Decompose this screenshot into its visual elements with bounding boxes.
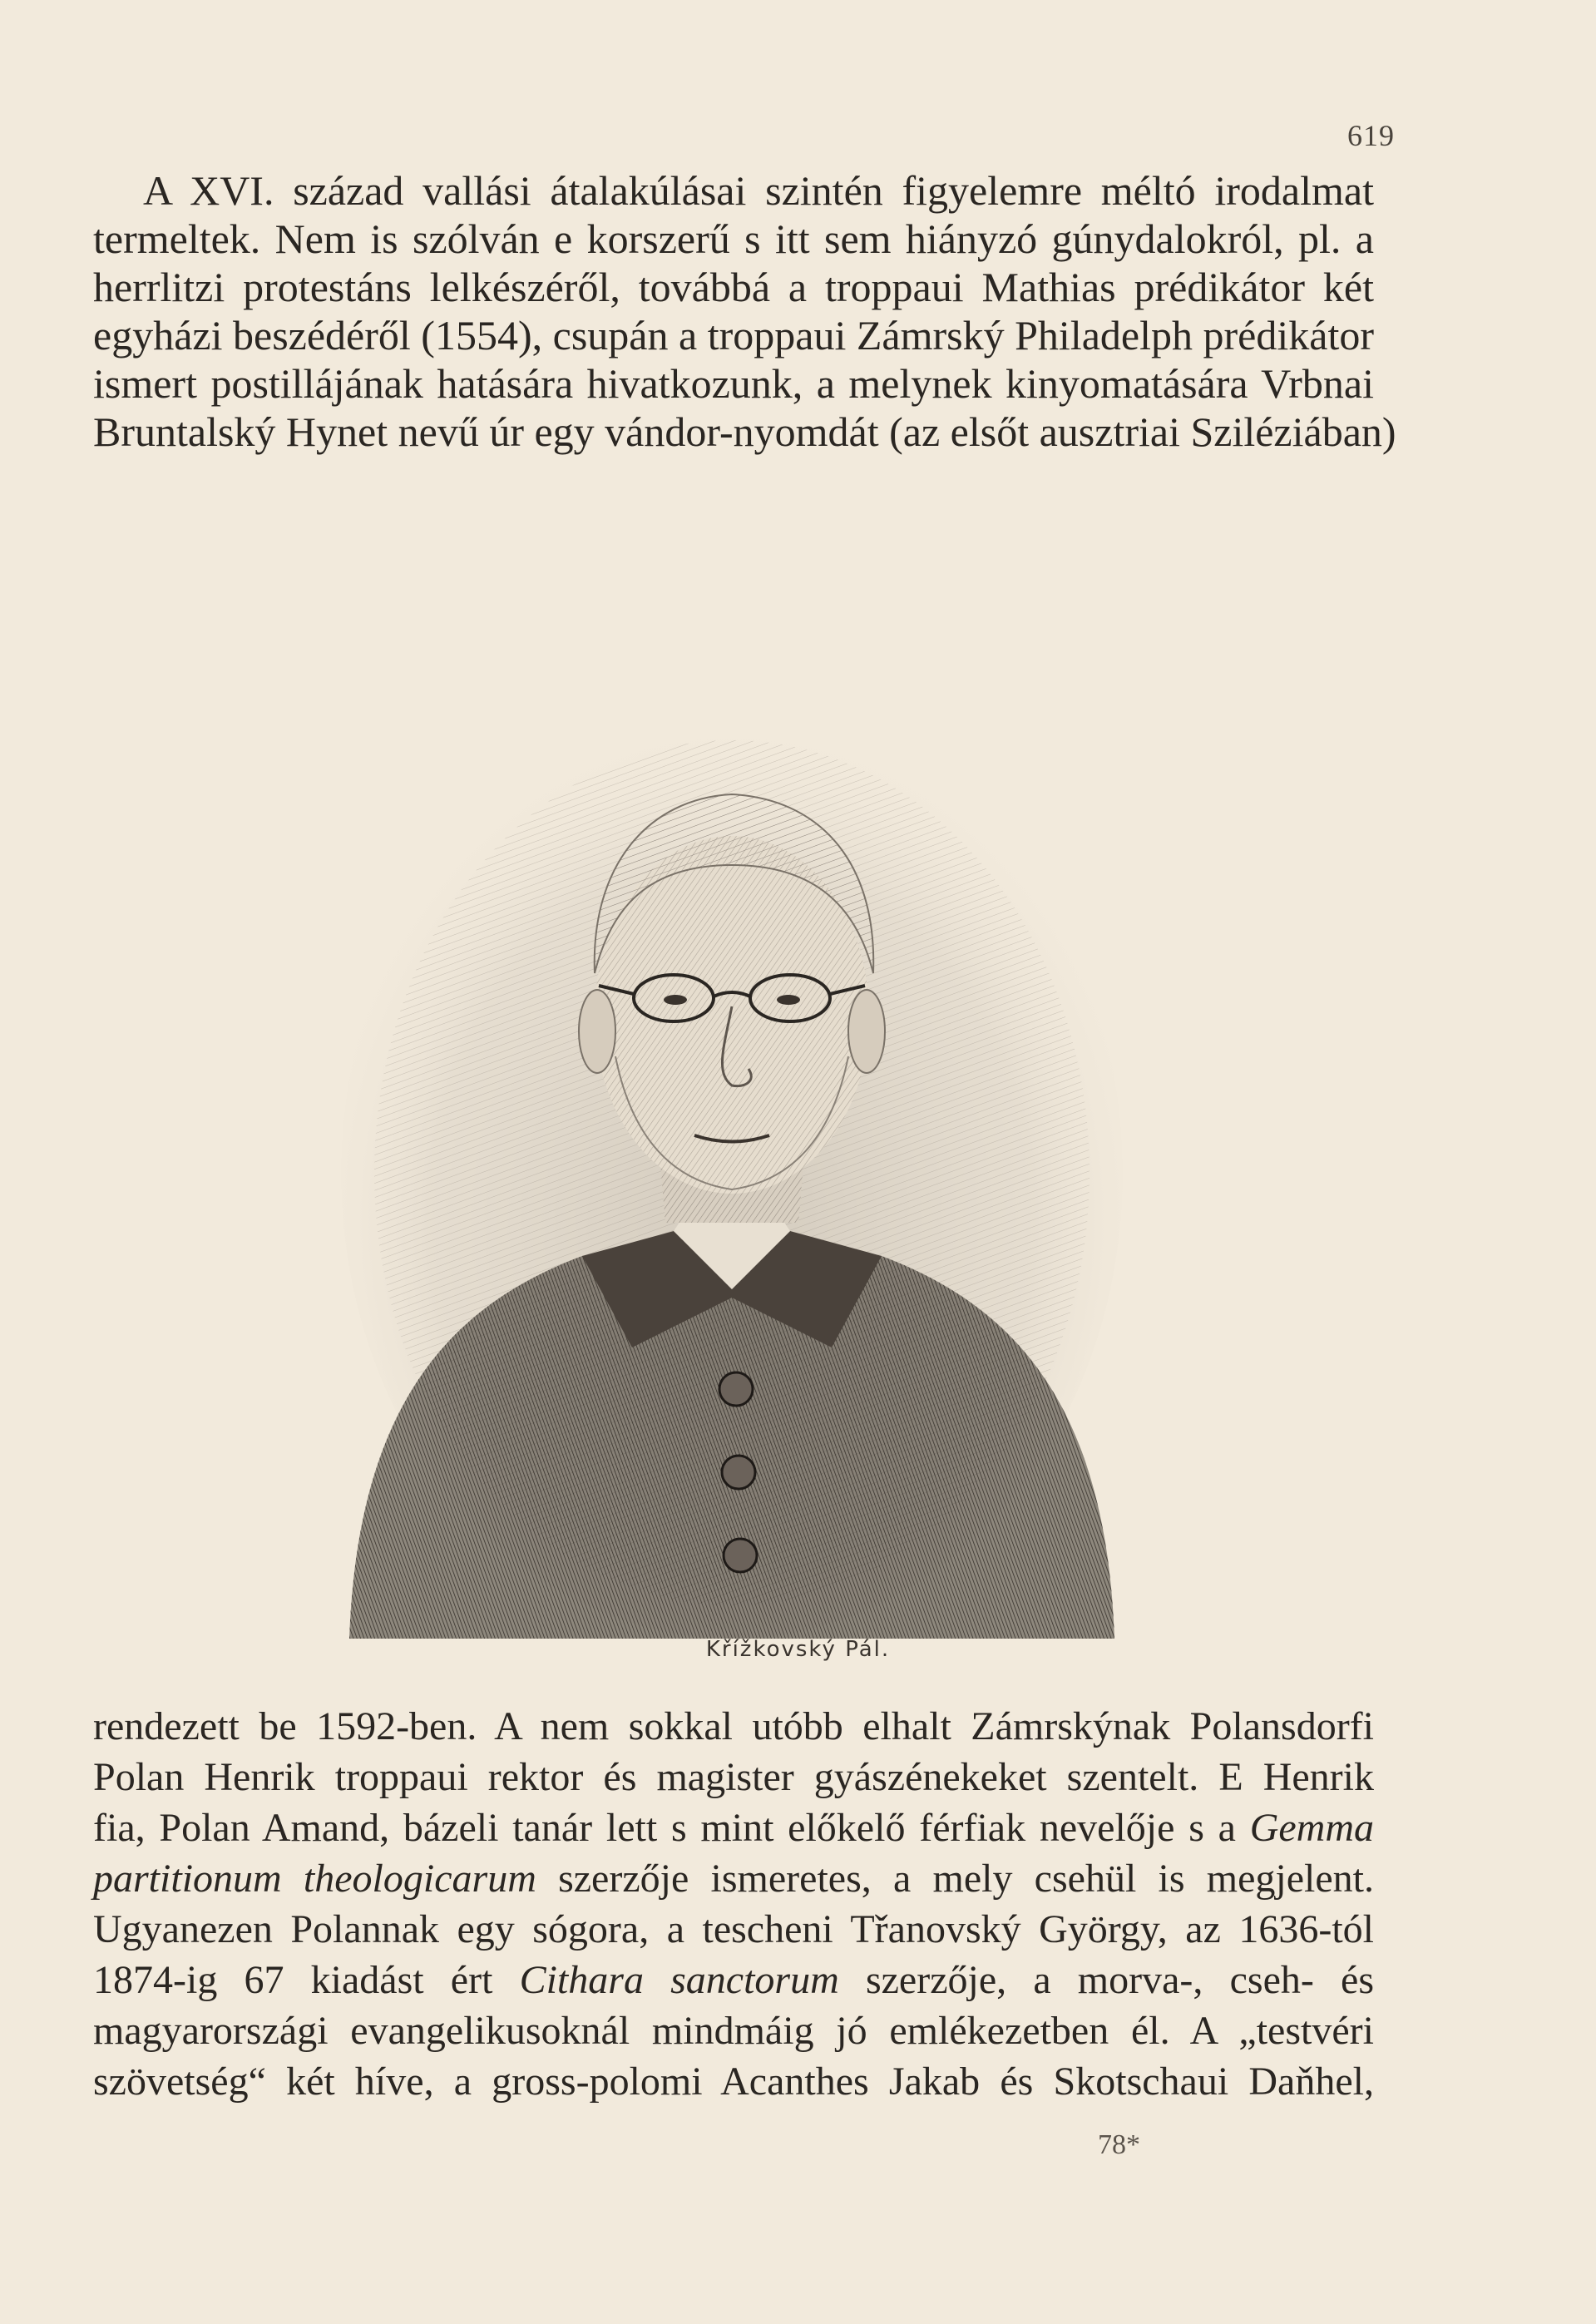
text-segment: 1874-ig 67 kiadást ért bbox=[93, 1958, 520, 2002]
text-line: A XVI. század vallási átalakúlásai szintén figyelemre méltó irodalmat bbox=[143, 167, 1374, 214]
italic-title: partitionum theologicarum bbox=[93, 1857, 536, 1901]
signature-mark: 78* bbox=[1098, 2129, 1140, 2160]
text-line: termeltek. Nem is szólván e korszerű s itt sem hiányzó gúnydalokról, pl. a bbox=[93, 215, 1374, 262]
text-line: Ugyanezen Polannak egy sógora, a tescheni Třanovský György, az 1636-tól bbox=[93, 1907, 1374, 1951]
bottom-paragraph bbox=[93, 1701, 1374, 2107]
coat-button bbox=[719, 1372, 753, 1406]
top-paragraph bbox=[93, 166, 1396, 456]
text-line: ismert postillájának hatására hivatkozunk, a melynek kinyomatására Vrbnai bbox=[93, 360, 1374, 407]
italic-title: Gemma bbox=[1249, 1806, 1374, 1850]
portrait-engraving bbox=[283, 657, 1181, 1639]
text-line bbox=[93, 1853, 1374, 1904]
text-line bbox=[93, 1955, 1374, 2005]
text-line: herrlitzi protestáns lelkészéről, továbbá a troppaui Mathias prédikátor két bbox=[93, 264, 1374, 310]
italic-title: Cithara sanctorum bbox=[519, 1958, 839, 2002]
text-line: Bruntalský Hynet nevű úr egy vándor-nyomdát (az elsőt ausztriai Sziléziában) bbox=[93, 408, 1396, 455]
text-segment: fia, Polan Amand, bázeli tanár lett s mint előkelő férfiak nevelője s a bbox=[93, 1806, 1250, 1850]
coat-button bbox=[724, 1539, 757, 1572]
page-number: 619 bbox=[1347, 119, 1395, 152]
text-line: egyházi beszédéről (1554), csupán a troppaui Zámrský Philadelph prédikátor bbox=[93, 312, 1374, 358]
coat-button bbox=[722, 1456, 755, 1489]
text-segment: szerzője ismeretes, a mely csehül is megjelent. bbox=[536, 1857, 1374, 1901]
text-line: magyarországi evangelikusoknál mindmáig jó emlékezetben él. A „testvéri bbox=[93, 2009, 1374, 2053]
text-line: szövetség“ két híve, a gross-polomi Acanthes Jakab és Skotschaui Daňhel, bbox=[93, 2059, 1374, 2104]
text-line bbox=[93, 1802, 1374, 1853]
text-line: rendezett be 1592-ben. A nem sokkal utóbb elhalt Zámrskýnak Polansdorfi bbox=[93, 1704, 1374, 1748]
text-segment: szerzője, a morva-, cseh- és bbox=[838, 1958, 1375, 2002]
figure-caption: Křížkovský Pál. bbox=[705, 1637, 891, 1662]
text-line: Polan Henrik troppaui rektor és magister gyászénekeket szentelt. E Henrik bbox=[93, 1755, 1374, 1799]
